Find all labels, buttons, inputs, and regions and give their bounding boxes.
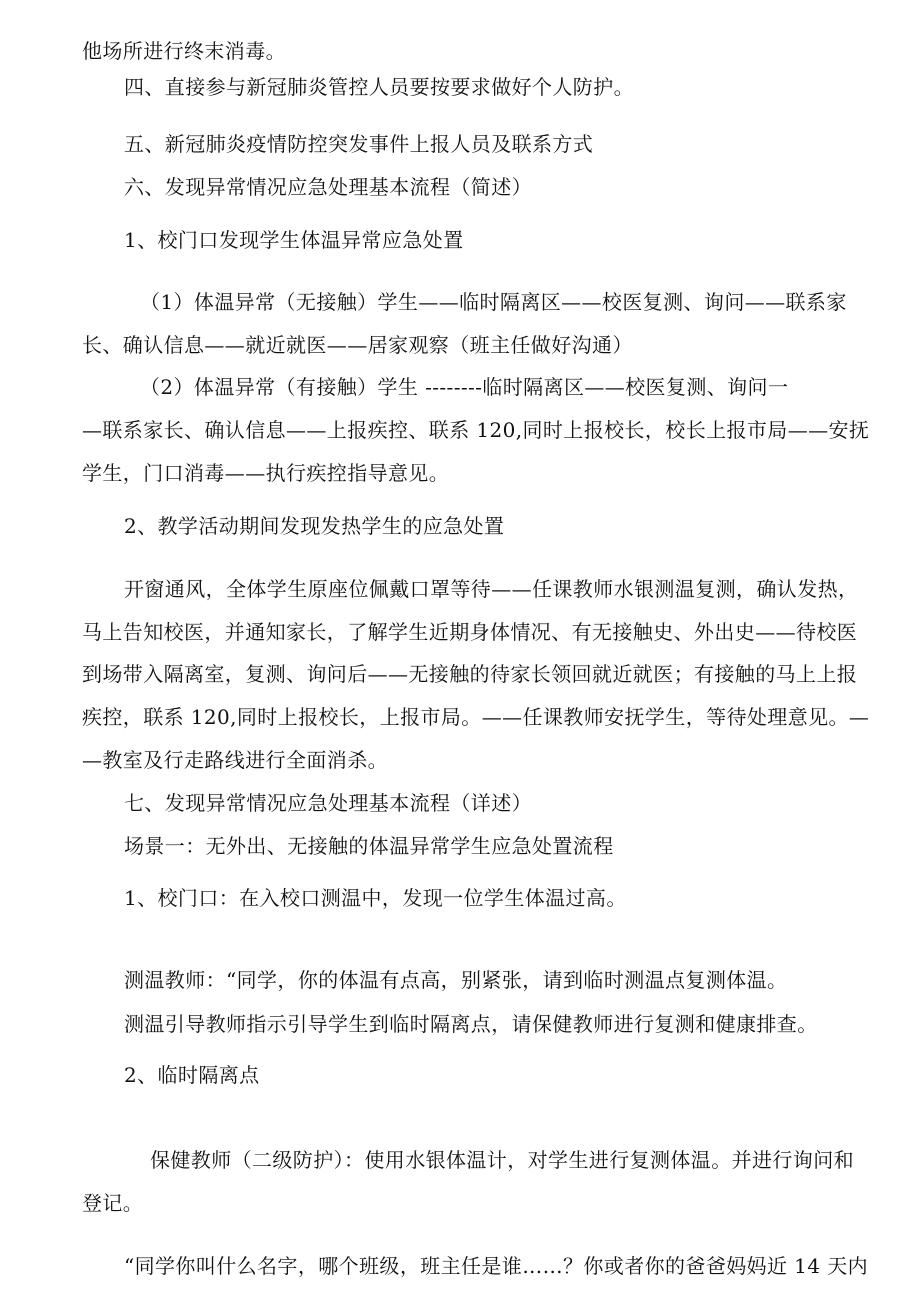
text-line: 测温引导教师指示引导学生到临时隔离点，请保健教师进行复测和健康排查。	[124, 1012, 818, 1036]
text-line: 学生，门口消毒——执行疾控指导意见。	[82, 461, 450, 485]
scene-heading: 场景一：无外出、无接触的体温异常学生应急处置流程	[124, 834, 614, 858]
section-heading: 七、发现异常情况应急处理基本流程（详述）	[124, 791, 532, 815]
text-line: 登记。	[82, 1191, 144, 1215]
text-line: 开窗通风，全体学生原座位佩戴口罩等待——任课教师水银测温复测，确认发热，	[124, 577, 859, 601]
text-line: 保健教师（二级防护）：使用水银体温计，对学生进行复测体温。并进行询问和	[150, 1148, 854, 1172]
text-line: 1、校门口：在入校口测温中，发现一位学生体温过高。	[124, 886, 627, 910]
section-heading: 六、发现异常情况应急处理基本流程（简述）	[124, 175, 532, 199]
text-line: —联系家长、确认信息——上报疾控、联系 120,同时上报校长，校长上报市局——安抚	[82, 418, 870, 442]
text-line: —教室及行走路线进行全面消杀。	[82, 748, 388, 772]
subsection-heading: 1、校门口发现学生体温异常应急处置	[124, 228, 464, 252]
text-line: 他场所进行终末消毒。	[82, 39, 286, 63]
text-line: 测温教师：“同学，你的体温有点高，别紧张，请到临时测温点复测体温。	[124, 968, 788, 992]
text-line: 马上告知校医，并通知家长，了解学生近期身体情况、有无接触史、外出史——待校医	[82, 620, 858, 644]
section-heading: 五、新冠肺炎疫情防控突发事件上报人员及联系方式	[124, 132, 594, 156]
text-line: 到场带入隔离室，复测、询问后——无接触的待家长领回就近就医；有接触的马上上报	[82, 662, 858, 686]
section-heading: 四、直接参与新冠肺炎管控人员要按要求做好个人防护。	[124, 75, 634, 99]
text-line: （1）体温异常（无接触）学生——临时隔离区——校医复测、询问——联系家	[140, 290, 847, 314]
text-line: 长、确认信息——就近就医——居家观察（班主任做好沟通）	[82, 333, 633, 357]
subsection-heading: 2、教学活动期间发现发热学生的应急处置	[124, 514, 505, 538]
text-line: “同学你叫什么名字，哪个班级，班主任是谁……？你或者你的爸爸妈妈近 14 天内	[124, 1254, 868, 1278]
text-line: （2）体温异常（有接触）学生 --------临时隔离区——校医复测、询问一	[140, 375, 789, 399]
text-line: 2、临时隔离点	[124, 1063, 260, 1087]
text-line: 疾控，联系 120,同时上报校长，上报市局。——任课教师安抚学生，等待处理意见。—	[82, 705, 870, 729]
